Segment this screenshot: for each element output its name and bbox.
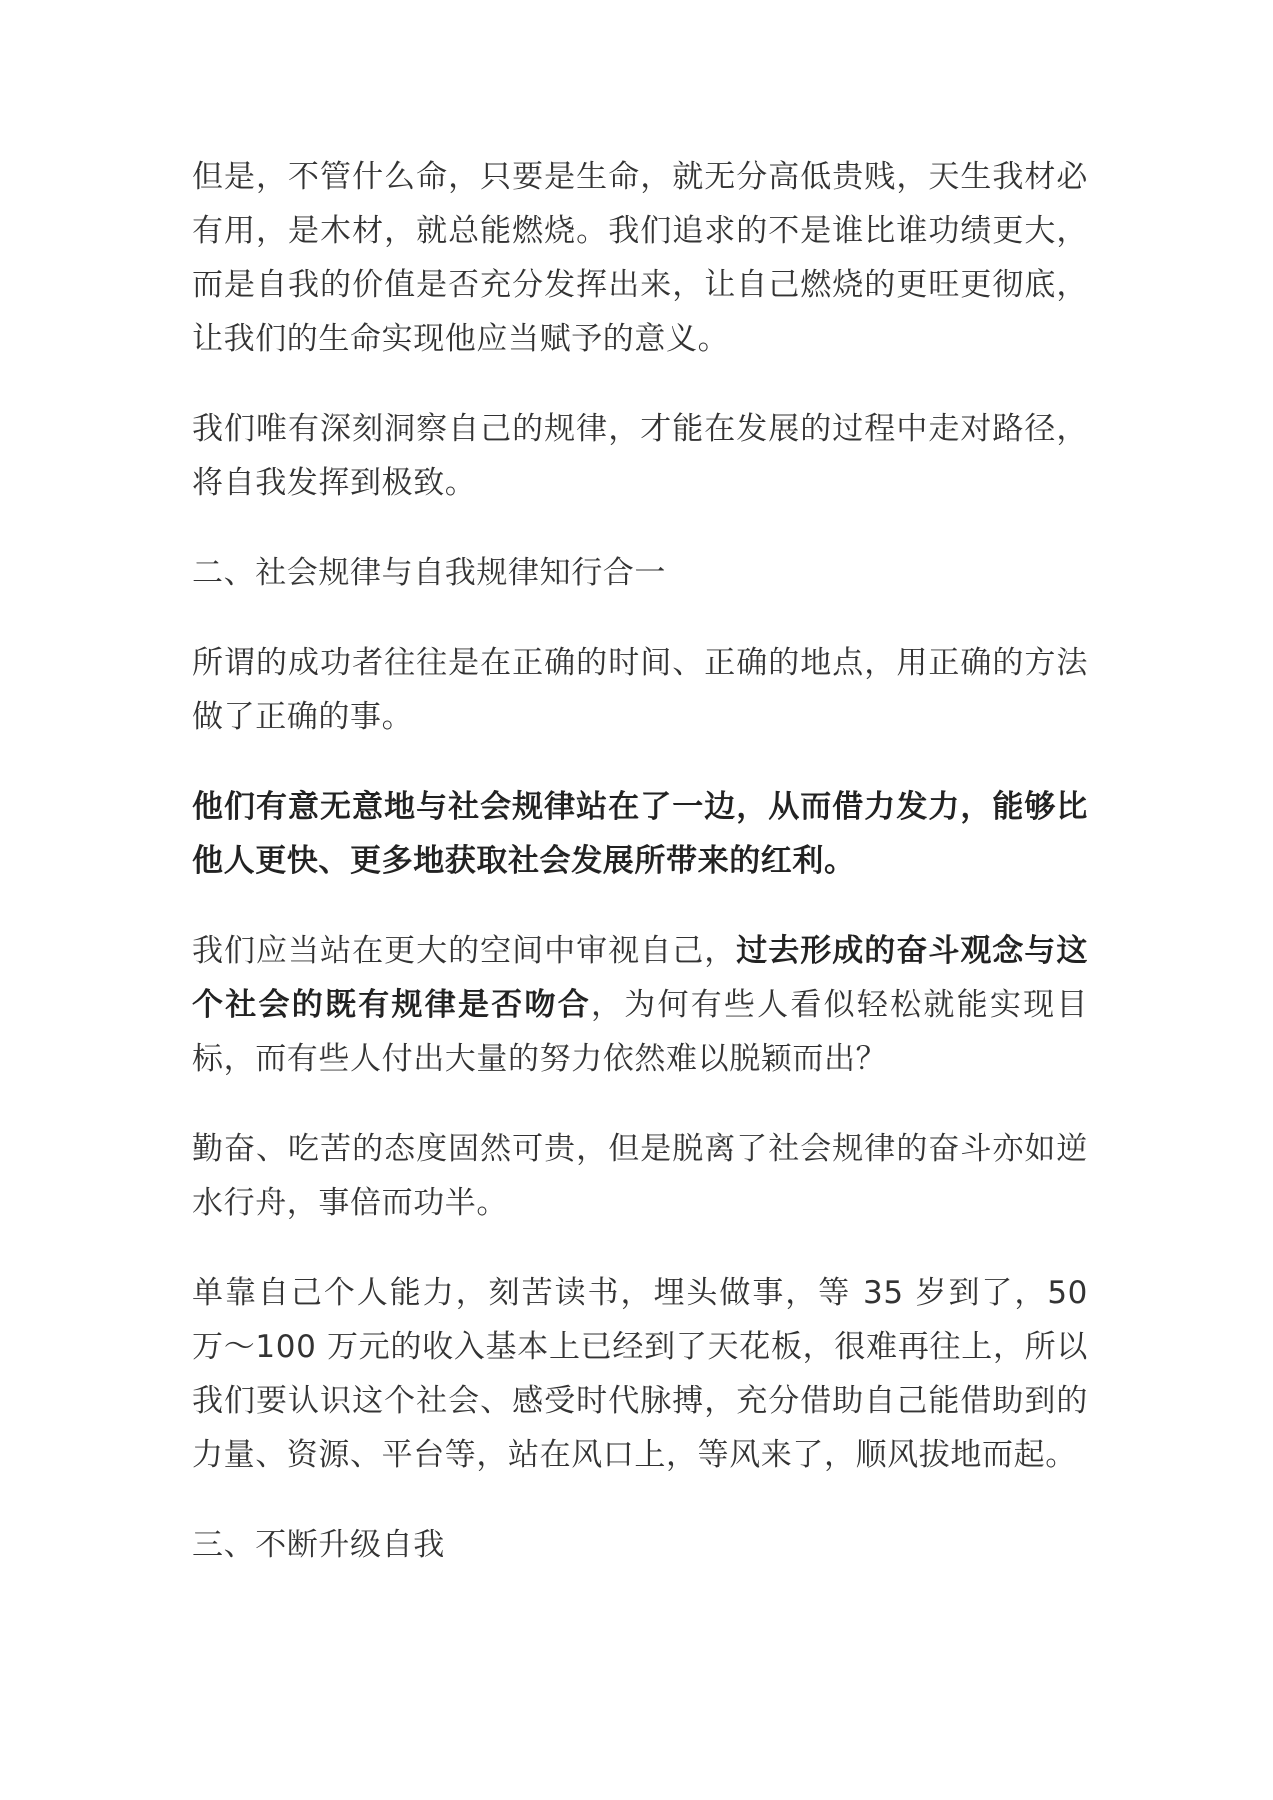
paragraph-bold-text: 他们有意无意地与社会规律站在了一边，从而借力发力，能够比他人更快、更多地获取社会发展所带来的红利。 [192,789,1088,879]
paragraph-text: 单靠自己个人能力，刻苦读书，埋头做事，等 35 岁到了，50 万～100 万元的收入基本上已经到了天花板，很难再往上，所以我们要认识这个社会、感受时代脉搏，充分借助自己能借助到的力量、资源、平台等，站在风口上，等风来了，顺风拔地而起。 [192,1275,1088,1473]
paragraph-self-law [192,402,1088,510]
heading-text: 二、社会规律与自我规律知行合一 [192,555,666,591]
paragraph-diligence [192,1122,1088,1230]
section-heading-2 [192,546,1088,600]
paragraph-personal-ability [192,1266,1088,1482]
paragraph-text: 我们唯有深刻洞察自己的规律，才能在发展的过程中走对路径，将自我发挥到极致。 [192,411,1088,501]
heading-text: 三、不断升级自我 [192,1527,445,1563]
paragraph-text: 但是，不管什么命，只要是生命，就无分高低贵贱，天生我材必有用，是木材，就总能燃烧。我们追求的不是谁比谁功绩更大，而是自我的价值是否充分发挥出来，让自己燃烧的更旺更彻底，让我们的生命实现他应当赋予的意义。 [192,159,1088,357]
paragraph-text: 勤奋、吃苦的态度固然可贵，但是脱离了社会规律的奋斗亦如逆水行舟，事倍而功半。 [192,1131,1088,1221]
paragraph-life-value [192,150,1088,366]
paragraph-text: 我们应当站在更大的空间中审视自己， [192,933,737,969]
paragraph-successful-people [192,636,1088,744]
paragraph-bold-social-law [192,780,1088,888]
paragraph-text: 所谓的成功者往往是在正确的时间、正确的地点，用正确的方法做了正确的事。 [192,645,1088,735]
section-heading-3 [192,1518,1088,1572]
paragraph-examine-self [192,924,1088,1086]
document-page [192,150,1088,1608]
paragraph-text: ，为何有些人看似轻松就能实现目标，而有些人付出大量的努力依然难以脱颖而出？ [192,987,1088,1077]
paragraph-bold-text: 过去形成的奋斗观念与这个社会的既有规律是否吻合 [192,933,1088,1023]
